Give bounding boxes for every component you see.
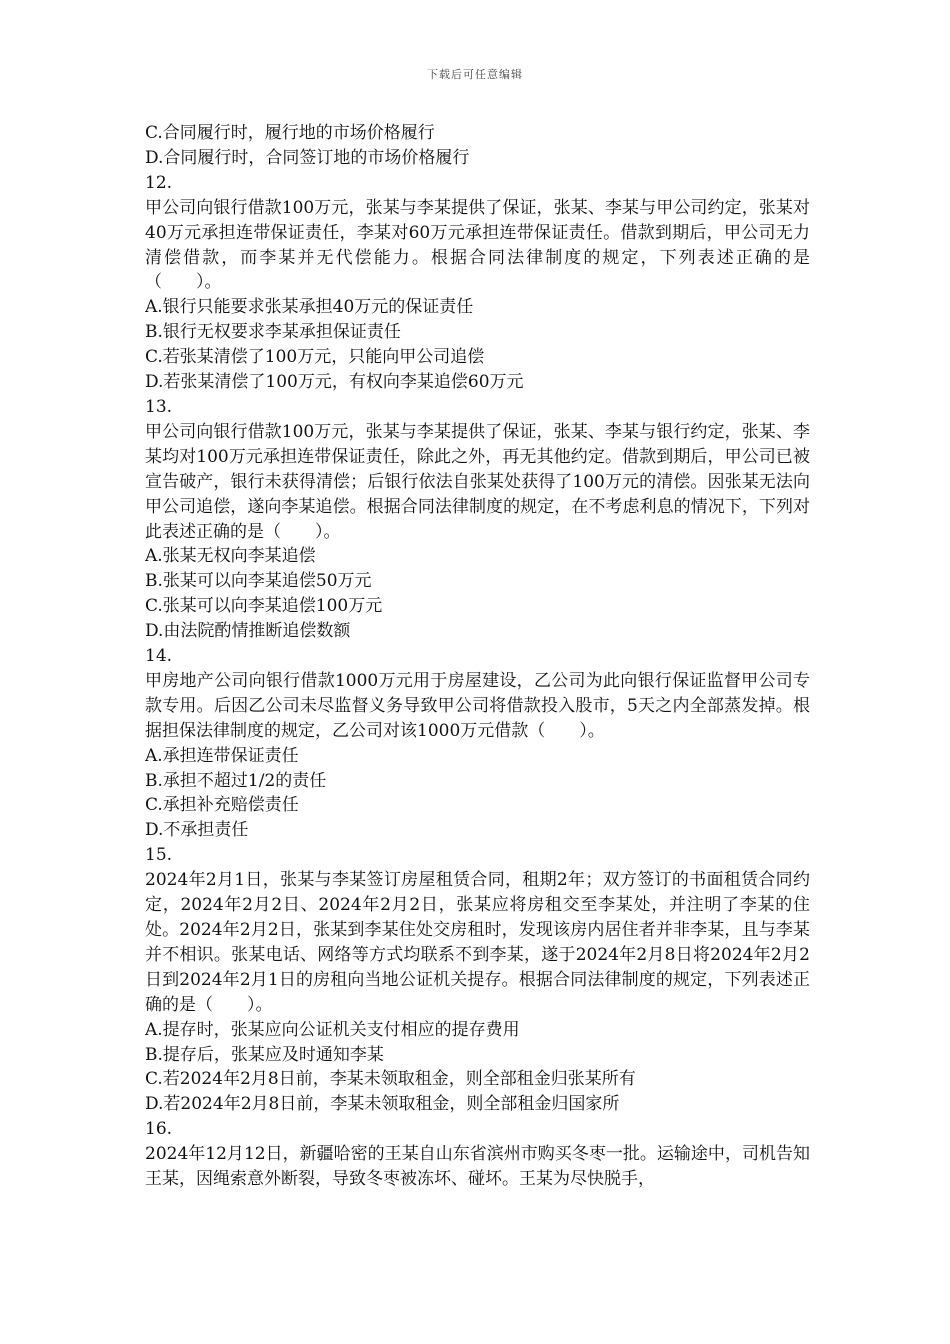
question-stem: 甲公司向银行借款100万元，张某与李某提供了保证，张某、李某与甲公司约定，张某对40万元承担连带保证责任，李某对60万元承担连带保证责任。借款到期后，甲公司无力清偿借款，而李某并无代偿能力。根据合同法律制度的规定，下列表述正确的是（ ）。 — [145, 197, 810, 293]
answer-option: D.若2024年2月8日前，李某未领取租金，则全部租金归国家所 — [145, 1094, 620, 1115]
answer-option: A.张某无权向李某追偿 — [145, 546, 316, 567]
answer-option: D.由法院酌情推断追偿数额 — [145, 621, 351, 642]
question-stem: 2024年12月12日，新疆哈密的王某自山东省滨州市购买冬枣一批。运输途中，司机告知王某，因绳索意外断裂，导致冬枣被冻坏、碰坏。王某为尽快脱手， — [145, 1144, 810, 1190]
answer-option: C.合同履行时，履行地的市场价格履行 — [145, 123, 435, 143]
answer-option: D.合同履行时，合同签订地的市场价格履行 — [145, 147, 470, 168]
answer-option: B.银行无权要求李某承担保证责任 — [145, 322, 401, 343]
answer-option: A.银行只能要求张某承担40万元的保证责任 — [145, 297, 474, 318]
question-number: 13. — [145, 396, 173, 417]
answer-option: C.承担补充赔偿责任 — [145, 795, 299, 816]
answer-option: A.提存时，张某应向公证机关支付相应的提存费用 — [145, 1019, 520, 1040]
answer-option: B.张某可以向李某追偿50万元 — [145, 571, 372, 592]
answer-option: D.若张某清偿了100万元，有权向李某追偿60万元 — [145, 372, 524, 393]
answer-option: C.若2024年2月8日前，李某未领取租金，则全部租金归张某所有 — [145, 1069, 636, 1090]
answer-option: B.承担不超过1/2的责任 — [145, 770, 327, 791]
document-body — [145, 121, 810, 1192]
question-number: 14. — [145, 646, 173, 667]
page-header: 下载后可任意编辑 — [427, 68, 523, 81]
question-stem: 甲公司向银行借款100万元，张某与李某提供了保证，张某、李某与银行约定，张某、李某均对100万元承担连带保证责任，除此之外，再无其他约定。借款到期后，甲公司已被宣告破产，银行未获得清偿；后银行依法自张某处获得了100万元的清偿。因张某无法向甲公司追偿，遂向李某追偿。根据合同法律制度的规定，在不考虑利息的情况下，下列对此表述正确的是（ ）。 — [145, 421, 810, 542]
answer-option: A.承担连带保证责任 — [145, 745, 299, 766]
question-number: 15. — [145, 845, 173, 866]
answer-option: B.提存后，张某应及时通知李某 — [145, 1044, 384, 1065]
answer-option: C.张某可以向李某追偿100万元 — [145, 596, 383, 617]
question-number: 12. — [145, 172, 173, 193]
question-number: 16. — [145, 1119, 173, 1140]
question-stem: 甲房地产公司向银行借款1000万元用于房屋建设，乙公司为此向银行保证监督甲公司专款专用。后因乙公司未尽监督义务导致甲公司将借款投入股市，5天之内全部蒸发掉。根据担保法律制度的规定，乙公司对该1000万元借款（ ）。 — [145, 670, 810, 741]
answer-option: D.不承担责任 — [145, 820, 249, 841]
question-stem: 2024年2月1日，张某与李某签订房屋租赁合同，租期2年；双方签订的书面租赁合同约定，2024年2月2日、2024年2月2日，张某应将房租交至李某处，并注明了李某的住处。2024年2月2日，张某到李某住处交房租时，发现该房内居住者并非李某，且与李某并不相识。张某电话、网络等方式均联系不到李某，遂于2024年2月8日将2024年2月2日到2024年2月1日的房租向当地公证机关提存。根据合同法律制度的规定，下列表述正确的是（ ）。 — [145, 870, 810, 1015]
answer-option: C.若张某清偿了100万元，只能向甲公司追偿 — [145, 347, 485, 368]
